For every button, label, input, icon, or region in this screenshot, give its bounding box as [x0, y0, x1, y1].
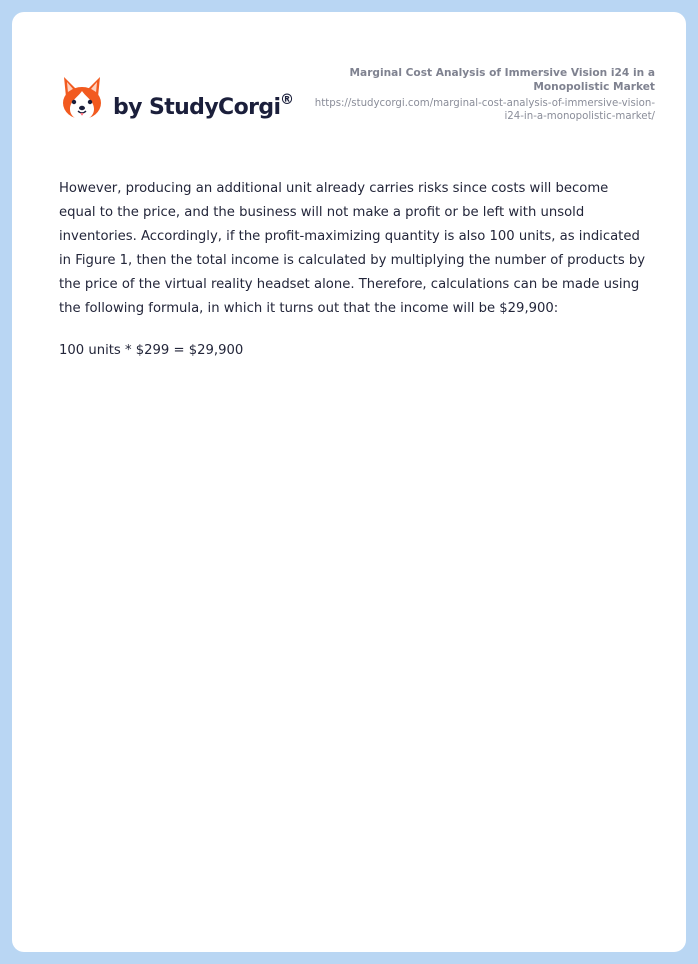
formula-line: 100 units * $299 = $29,900 — [59, 343, 244, 358]
page-header — [12, 12, 686, 152]
document-url[interactable]: https://studycorgi.com/marginal-cost-analysis-of-immersive-vision-i24-in-a-monopolistic-market/ — [314, 98, 655, 122]
document-body — [59, 177, 649, 363]
corgi-icon — [60, 75, 104, 123]
body-paragraph: However, producing an additional unit already carries risks since costs will become equal to the price, and the business will not make a profit or be left with unsold inventories. Accordingly, if the profit-maximizing quantity is also 100 units, as indicated in Figure 1, then the total income is calculated by multiplying the number of products by the price of the virtual reality headset alone. Therefore, calculations can be made using the following formula, in which it turns out that the income will be $29,900: — [59, 181, 646, 316]
brand-name: by StudyCorgi — [113, 95, 281, 120]
studycorgi-logo[interactable] — [60, 75, 310, 125]
document-meta — [310, 66, 655, 123]
document-title: Marginal Cost Analysis of Immersive Vision i24 in a Monopolistic Market — [349, 67, 655, 93]
document-page — [12, 12, 686, 952]
registered-mark: ® — [280, 92, 294, 108]
